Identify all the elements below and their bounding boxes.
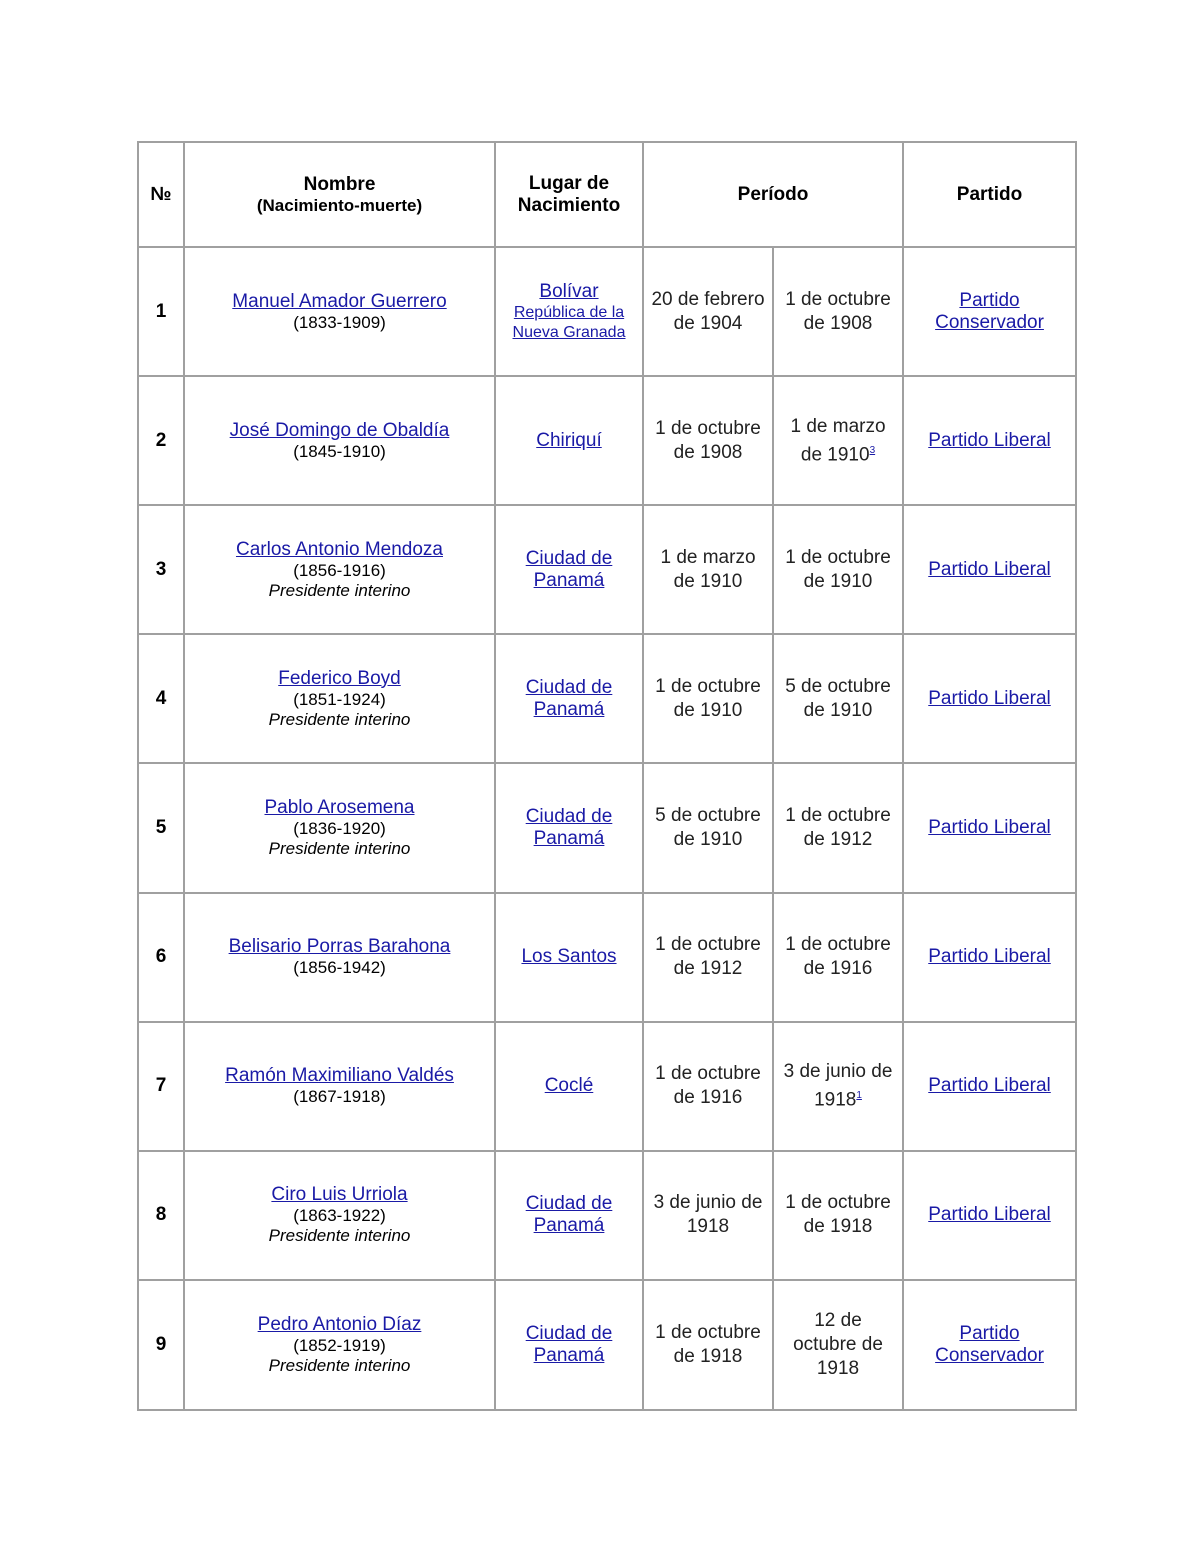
presidents-table-container (137, 141, 1077, 1411)
table-row (139, 1022, 1075, 1151)
name-cell (184, 1280, 495, 1409)
table-row (139, 1151, 1075, 1280)
period-end: 1 de octubre de 1916 (785, 934, 891, 980)
party-link[interactable]: Partido Liberal (928, 429, 1051, 451)
period-start: 1 de octubre de 1910 (643, 634, 773, 763)
party-cell (903, 763, 1075, 892)
table-row (139, 1280, 1075, 1409)
name-cell (184, 763, 495, 892)
row-number: 6 (139, 893, 184, 1022)
birthplace-link[interactable]: Ciudad de Panamá (525, 1193, 613, 1237)
birthplace-link[interactable]: Ciudad de Panamá (525, 676, 613, 720)
name-cell (184, 893, 495, 1022)
birthplace-link[interactable]: Bolívar (539, 280, 599, 302)
period-end-cell (773, 763, 903, 892)
row-number: 2 (139, 376, 184, 505)
period-start: 3 de junio de 1918 (643, 1151, 773, 1280)
birthplace-link[interactable]: Los Santos (521, 946, 617, 968)
president-name-link[interactable]: Pedro Antonio Díaz (257, 1313, 422, 1335)
row-number: 9 (139, 1280, 184, 1409)
birthplace-cell (495, 1151, 643, 1280)
name-cell (184, 505, 495, 634)
life-years: (1852-1919) (293, 1335, 386, 1355)
period-end-cell (773, 376, 903, 505)
party-link[interactable]: Partido Conservador (935, 289, 1044, 333)
period-end: 1 de octubre de 1918 (785, 1192, 891, 1238)
header-num: № (139, 143, 184, 247)
party-link[interactable]: Partido Liberal (928, 1075, 1051, 1097)
birthplace-sub-link[interactable]: República de la Nueva Granada (512, 303, 626, 341)
period-start: 5 de octubre de 1910 (643, 763, 773, 892)
row-number: 7 (139, 1022, 184, 1151)
interim-note: Presidente interino (268, 838, 411, 858)
table-row (139, 247, 1075, 376)
life-years: (1845-1910) (293, 441, 386, 461)
party-cell (903, 893, 1075, 1022)
interim-note: Presidente interino (268, 1226, 411, 1246)
period-end-cell (773, 247, 903, 376)
period-end: 1 de marzo de 1910 (790, 415, 886, 465)
president-name-link[interactable]: Manuel Amador Guerrero (232, 290, 447, 312)
party-cell (903, 247, 1075, 376)
period-start: 1 de octubre de 1916 (643, 1022, 773, 1151)
period-start: 1 de marzo de 1910 (643, 505, 773, 634)
birthplace-cell (495, 247, 643, 376)
party-link[interactable]: Partido Liberal (928, 687, 1051, 709)
period-end-cell (773, 1022, 903, 1151)
name-cell (184, 376, 495, 505)
party-link[interactable]: Partido Liberal (928, 946, 1051, 968)
row-number: 4 (139, 634, 184, 763)
birthplace-cell (495, 634, 643, 763)
header-row (139, 143, 1075, 247)
birthplace-link[interactable]: Chiriquí (536, 429, 602, 451)
period-start: 1 de octubre de 1918 (643, 1280, 773, 1409)
period-start: 20 de febrero de 1904 (643, 247, 773, 376)
row-number: 1 (139, 247, 184, 376)
birthplace-link[interactable]: Ciudad de Panamá (525, 805, 613, 849)
header-lugar: Lugar de Nacimiento (495, 143, 643, 247)
party-link[interactable]: Partido Liberal (928, 558, 1051, 580)
period-end-cell (773, 1280, 903, 1409)
life-years: (1833-1909) (293, 312, 386, 332)
interim-note: Presidente interino (268, 709, 411, 729)
period-start: 1 de octubre de 1912 (643, 893, 773, 1022)
period-end-cell (773, 1151, 903, 1280)
party-cell (903, 376, 1075, 505)
header-nombre-sub: (Nacimiento-muerte) (256, 195, 423, 215)
president-name-link[interactable]: Federico Boyd (278, 667, 401, 689)
period-end: 1 de octubre de 1912 (785, 804, 891, 850)
party-cell (903, 1022, 1075, 1151)
period-end: 3 de junio de 1918 (783, 1061, 893, 1111)
life-years: (1856-1942) (293, 958, 386, 978)
header-partido: Partido (903, 143, 1075, 247)
period-end-cell (773, 634, 903, 763)
president-name-link[interactable]: Pablo Arosemena (264, 796, 415, 818)
header-nombre-label: Nombre (303, 173, 376, 195)
presidents-table (139, 143, 1075, 1409)
party-cell (903, 634, 1075, 763)
period-end: 1 de octubre de 1910 (785, 546, 891, 592)
party-link[interactable]: Partido Conservador (935, 1322, 1044, 1366)
birthplace-cell (495, 763, 643, 892)
table-row (139, 893, 1075, 1022)
birthplace-link[interactable]: Ciudad de Panamá (525, 547, 613, 591)
life-years: (1856-1916) (293, 560, 386, 580)
life-years: (1851-1924) (293, 689, 386, 709)
period-end: 5 de octubre de 1910 (785, 675, 891, 721)
interim-note: Presidente interino (268, 1355, 411, 1375)
table-row (139, 634, 1075, 763)
party-cell (903, 1151, 1075, 1280)
president-name-link[interactable]: Carlos Antonio Mendoza (235, 538, 443, 560)
birthplace-link[interactable]: Ciudad de Panamá (525, 1322, 613, 1366)
table-row (139, 376, 1075, 505)
life-years: (1867-1918) (293, 1087, 386, 1107)
president-name-link[interactable]: Ciro Luis Urriola (271, 1184, 408, 1206)
party-cell (903, 505, 1075, 634)
period-end-cell (773, 505, 903, 634)
header-nombre (184, 143, 495, 247)
row-number: 5 (139, 763, 184, 892)
birthplace-cell (495, 376, 643, 505)
row-number: 3 (139, 505, 184, 634)
party-link[interactable]: Partido Liberal (928, 1204, 1051, 1226)
name-cell (184, 1022, 495, 1151)
president-name-link[interactable]: Belisario Porras Barahona (228, 936, 451, 958)
interim-note: Presidente interino (268, 580, 411, 600)
period-end: 12 de octubre de 1918 (793, 1309, 883, 1379)
name-cell (184, 634, 495, 763)
period-start: 1 de octubre de 1908 (643, 376, 773, 505)
footnote-link[interactable]: 1 (856, 1090, 862, 1102)
birthplace-link[interactable]: Coclé (544, 1075, 594, 1097)
party-link[interactable]: Partido Liberal (928, 816, 1051, 838)
life-years: (1836-1920) (293, 818, 386, 838)
header-periodo: Período (643, 143, 903, 247)
party-cell (903, 1280, 1075, 1409)
table-row (139, 763, 1075, 892)
birthplace-cell (495, 1022, 643, 1151)
table-row (139, 505, 1075, 634)
president-name-link[interactable]: Ramón Maximiliano Valdés (225, 1065, 454, 1087)
birthplace-cell (495, 1280, 643, 1409)
period-end: 1 de octubre de 1908 (785, 288, 891, 334)
birthplace-cell (495, 505, 643, 634)
period-end-cell (773, 893, 903, 1022)
name-cell (184, 247, 495, 376)
footnote-link[interactable]: 3 (869, 444, 876, 456)
name-cell (184, 1151, 495, 1280)
row-number: 8 (139, 1151, 184, 1280)
birthplace-cell (495, 893, 643, 1022)
president-name-link[interactable]: José Domingo de Obaldía (229, 419, 450, 441)
life-years: (1863-1922) (293, 1206, 386, 1226)
